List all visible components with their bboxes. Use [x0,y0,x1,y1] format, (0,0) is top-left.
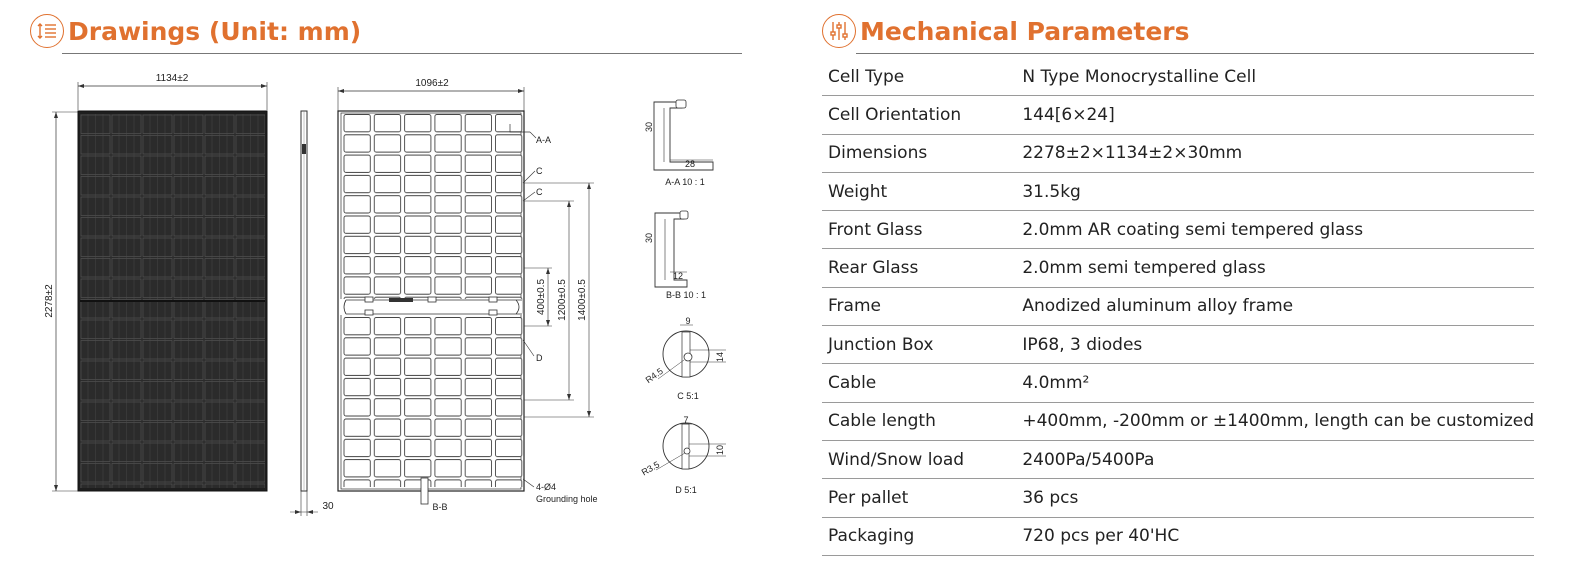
sliders-icon [822,14,856,48]
parameter-value: 4.0mm² [1017,364,1534,402]
parameter-value: 144[6×24] [1017,96,1534,134]
d-radius: R3.5 [639,459,662,478]
front-width-dim: 1134±2 [155,73,189,84]
front-height-dim: 2278±2 [44,284,55,318]
parameter-value: IP68, 3 diodes [1017,326,1534,364]
parameter-label: Cable [822,364,1017,402]
mechanical-title-rule [856,53,1534,54]
d-right-dim: 10 [715,444,725,456]
mechanical-parameters-table [822,58,1534,556]
parameter-row [822,326,1534,364]
parameter-value: 720 pcs per 40'HC [1017,517,1534,555]
aa-label: A-A [536,135,552,145]
parameter-value: 36 pcs [1017,479,1534,517]
parameter-label: Wind/Snow load [822,440,1017,478]
parameter-value: N Type Monocrystalline Cell [1017,58,1534,96]
drawings-title [30,14,361,48]
parameter-label: Weight [822,172,1017,210]
parameter-value: 2.0mm AR coating semi tempered glass [1017,211,1534,249]
bb-width: 12 [672,271,684,281]
bb-height: 30 [644,232,654,244]
detail-bb [644,211,706,300]
parameter-label: Cell Type [822,58,1017,96]
technical-drawing [0,60,745,530]
front-view [44,73,267,491]
d-top-dim: 7 [683,415,689,425]
parameter-row [822,517,1534,555]
bb-caption: B-B 10 : 1 [665,290,707,300]
dim-1400: 1400±0.5 [577,279,588,321]
parameter-label: Rear Glass [822,249,1017,287]
c-caption: C 5:1 [677,391,699,401]
parameter-row [822,402,1534,440]
drawings-title-rule [62,53,742,54]
mechanical-title-text: Mechanical Parameters [860,16,1190,46]
parameter-row [822,287,1534,325]
parameter-row [822,440,1534,478]
parameter-value: Anodized aluminum alloy frame [1017,287,1534,325]
parameter-row [822,479,1534,517]
parameter-value: 2400Pa/5400Pa [1017,440,1534,478]
c-label-2: C [536,187,543,197]
parameter-label: Dimensions [822,134,1017,172]
parameters-body [822,58,1534,555]
parameter-label: Packaging [822,517,1017,555]
mechanical-title [822,14,1190,48]
grounding-label: Grounding hole [536,494,598,504]
list-icon [30,14,64,48]
back-width-dim: 1096±2 [415,78,449,89]
detail-aa [644,100,713,187]
dim-400: 400±0.5 [536,278,547,316]
parameter-value: +400mm, -200mm or ±1400mm, length can be customized [1017,402,1534,440]
parameter-row [822,134,1534,172]
drawings-title-text: Drawings (Unit: mm) [68,16,362,46]
parameter-label: Junction Box [822,326,1017,364]
aa-height: 30 [644,121,654,133]
d-caption: D 5:1 [675,485,697,495]
parameter-label: Frame [822,287,1017,325]
parameter-row [822,364,1534,402]
parameter-row [822,172,1534,210]
c-radius: R4.5 [643,365,665,386]
parameter-label: Front Glass [822,211,1017,249]
side-thickness-dim: 30 [322,501,334,512]
parameter-row [822,96,1534,134]
d-label: D [536,353,543,363]
parameter-label: Per pallet [822,479,1017,517]
grounding-qty: 4-Ø4 [536,482,557,492]
bb-label: B-B [432,502,448,512]
parameter-row [822,211,1534,249]
c-label-1: C [536,166,543,176]
parameter-label: Cable length [822,402,1017,440]
c-top-dim: 9 [685,316,691,326]
parameter-value: 2.0mm semi tempered glass [1017,249,1534,287]
detail-c [644,316,726,401]
parameter-value: 31.5kg [1017,172,1534,210]
back-view [338,78,598,512]
side-view [290,111,334,516]
detail-d [640,415,726,495]
parameter-value: 2278±2×1134±2×30mm [1017,134,1534,172]
parameter-row [822,249,1534,287]
dim-1200: 1200±0.5 [557,279,568,321]
parameter-row [822,58,1534,96]
c-right-dim: 14 [715,351,725,363]
aa-caption: A-A 10 : 1 [665,177,705,187]
aa-width: 28 [684,159,696,169]
parameter-label: Cell Orientation [822,96,1017,134]
